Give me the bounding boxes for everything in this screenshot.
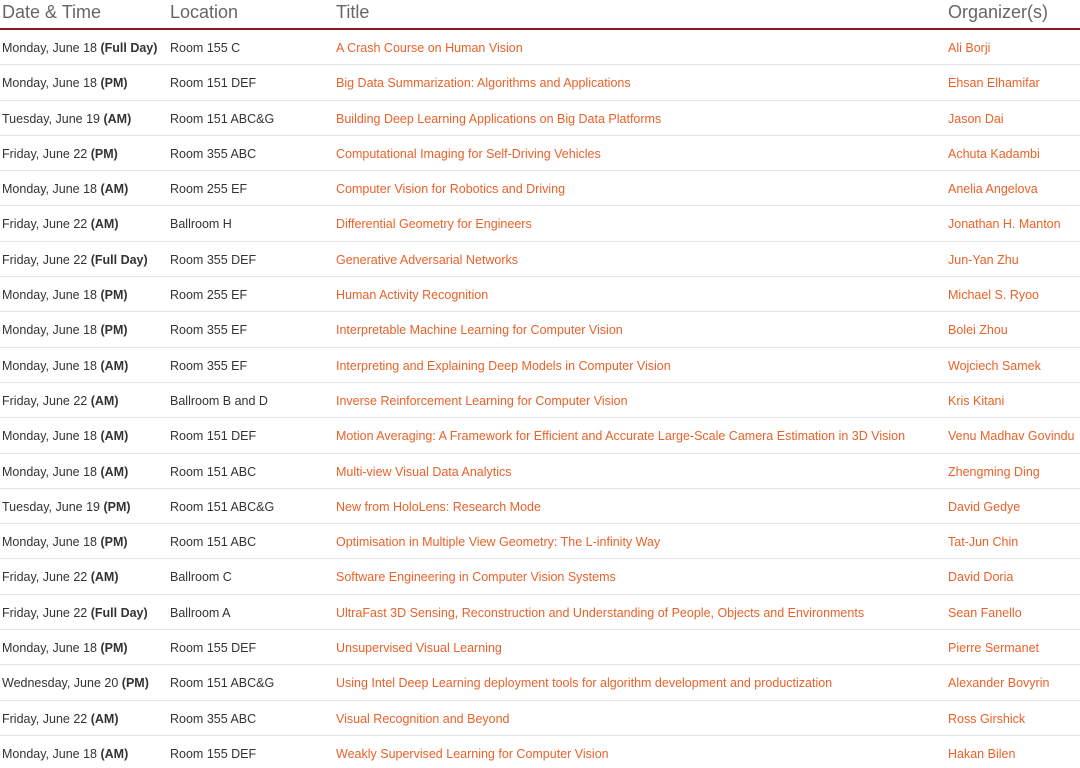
table-row bbox=[0, 559, 1080, 594]
cell-location: Ballroom C bbox=[170, 570, 232, 585]
cell-location: Room 255 EF bbox=[170, 288, 248, 303]
tutorial-title-link[interactable]: Using Intel Deep Learning deployment tools for algorithm development and productization bbox=[336, 676, 833, 691]
table-row bbox=[0, 630, 1080, 665]
tutorial-title-link[interactable]: Motion Averaging: A Framework for Efficient and Accurate Large-Scale Camera Estimation in 3D Vision bbox=[336, 429, 906, 444]
organizer-link[interactable]: Ross Girshick bbox=[948, 711, 1026, 726]
table-row bbox=[0, 489, 1080, 524]
tutorial-title-link[interactable]: Human Activity Recognition bbox=[336, 288, 489, 303]
table-row bbox=[0, 418, 1080, 453]
cell-location: Room 151 ABC&G bbox=[170, 499, 275, 514]
cell-session: (Full Day) bbox=[100, 41, 158, 55]
table-row bbox=[0, 701, 1080, 736]
table-row bbox=[0, 312, 1080, 347]
cell-session: (AM) bbox=[90, 217, 119, 232]
cell-session: (PM) bbox=[121, 676, 149, 691]
cell-day: Monday, June 18 bbox=[2, 358, 97, 373]
tutorial-title-link[interactable]: Weakly Supervised Learning for Computer Vision bbox=[336, 746, 609, 761]
cell-day: Friday, June 22 bbox=[2, 605, 88, 620]
cell-date-time bbox=[2, 428, 128, 444]
table-row bbox=[0, 101, 1080, 136]
organizer-link[interactable]: Ehsan Elhamifar bbox=[948, 76, 1040, 91]
cell-date-time bbox=[2, 358, 128, 374]
cell-session: (PM) bbox=[100, 323, 128, 338]
cell-date-time bbox=[2, 181, 128, 197]
cell-session: (AM) bbox=[100, 429, 129, 444]
cell-day: Friday, June 22 bbox=[2, 252, 88, 267]
cell-date-time bbox=[2, 75, 128, 91]
organizer-link[interactable]: Anelia Angelova bbox=[948, 182, 1038, 197]
tutorial-title-link[interactable]: Building Deep Learning Applications on Big Data Platforms bbox=[336, 111, 662, 126]
tutorial-title-link[interactable]: Generative Adversarial Networks bbox=[336, 252, 519, 267]
table-row bbox=[0, 454, 1080, 489]
cell-location: Room 155 DEF bbox=[170, 641, 257, 656]
tutorial-title-link[interactable]: Software Engineering in Computer Vision Systems bbox=[336, 570, 616, 585]
organizer-link[interactable]: Venu Madhav Govindu bbox=[948, 429, 1075, 444]
cell-location: Room 355 DEF bbox=[170, 252, 257, 267]
cell-date-time bbox=[2, 605, 148, 621]
cell-date-time bbox=[2, 111, 131, 127]
tutorial-title-link[interactable]: Inverse Reinforcement Learning for Computer Vision bbox=[336, 393, 628, 408]
table-row bbox=[0, 171, 1080, 206]
cell-location: Room 151 ABC bbox=[170, 464, 257, 479]
cell-day: Friday, June 22 bbox=[2, 711, 88, 726]
cell-date-time bbox=[2, 146, 118, 162]
cell-day: Wednesday, June 20 bbox=[2, 676, 119, 691]
tutorial-title-link[interactable]: UltraFast 3D Sensing, Reconstruction and Understanding of People, Objects and Environments bbox=[336, 605, 865, 620]
cell-day: Monday, June 18 bbox=[2, 182, 97, 197]
organizer-link[interactable]: Jason Dai bbox=[948, 111, 1004, 126]
table-row bbox=[0, 595, 1080, 630]
cell-location: Room 151 ABC bbox=[170, 535, 257, 550]
cell-day: Friday, June 22 bbox=[2, 217, 88, 232]
table-row bbox=[0, 242, 1080, 277]
organizer-link[interactable]: Achuta Kadambi bbox=[948, 146, 1040, 161]
table-row bbox=[0, 665, 1080, 700]
cell-location: Room 151 DEF bbox=[170, 76, 257, 91]
cell-location: Room 155 C bbox=[170, 41, 241, 55]
cell-session: (AM) bbox=[90, 711, 119, 726]
cell-date-time bbox=[2, 252, 148, 268]
tutorial-title-link[interactable]: Multi-view Visual Data Analytics bbox=[336, 464, 512, 479]
cell-location: Room 151 ABC&G bbox=[170, 676, 275, 691]
cell-session: (PM) bbox=[90, 146, 118, 161]
cell-day: Monday, June 18 bbox=[2, 464, 97, 479]
cell-date-time bbox=[2, 322, 128, 338]
header-date-time: Date & Time bbox=[2, 2, 102, 22]
tutorial-title-link[interactable]: Big Data Summarization: Algorithms and Applications bbox=[336, 76, 631, 91]
cell-location: Room 355 ABC bbox=[170, 146, 257, 161]
cell-day: Monday, June 18 bbox=[2, 323, 97, 338]
cell-date-time bbox=[2, 640, 128, 656]
organizer-link[interactable]: Hakan Bilen bbox=[948, 746, 1016, 761]
cell-date-time bbox=[2, 675, 149, 691]
cell-session: (PM) bbox=[100, 535, 128, 550]
table-header bbox=[0, 0, 1080, 30]
organizer-link[interactable]: Kris Kitani bbox=[948, 393, 1005, 408]
cell-date-time bbox=[2, 746, 128, 762]
cell-location: Room 355 EF bbox=[170, 358, 248, 373]
cell-location: Ballroom H bbox=[170, 217, 232, 232]
organizer-link[interactable]: Michael S. Ryoo bbox=[948, 288, 1040, 303]
table-row bbox=[0, 65, 1080, 100]
tutorial-title-link[interactable]: Interpreting and Explaining Deep Models in Computer Vision bbox=[336, 358, 671, 373]
cell-location: Ballroom A bbox=[170, 605, 231, 620]
cell-session: (PM) bbox=[100, 641, 128, 656]
cell-day: Friday, June 22 bbox=[2, 146, 88, 161]
cell-session: (PM) bbox=[103, 499, 131, 514]
cell-day: Monday, June 18 bbox=[2, 288, 97, 303]
cell-date-time bbox=[2, 464, 128, 480]
cell-session: (AM) bbox=[100, 464, 129, 479]
organizer-link[interactable]: Zhengming Ding bbox=[948, 464, 1040, 479]
header-location: Location bbox=[170, 2, 239, 22]
organizer-link[interactable]: Bolei Zhou bbox=[948, 323, 1008, 338]
organizer-link[interactable]: Jun-Yan Zhu bbox=[948, 252, 1019, 267]
cell-session: (AM) bbox=[90, 570, 119, 585]
table-row bbox=[0, 277, 1080, 312]
cell-session: (AM) bbox=[100, 746, 129, 761]
table-row bbox=[0, 348, 1080, 383]
cell-day: Monday, June 18 bbox=[2, 535, 97, 550]
cell-location: Room 355 EF bbox=[170, 323, 248, 338]
cell-day: Monday, June 18 bbox=[2, 429, 97, 444]
organizer-link[interactable]: Tat-Jun Chin bbox=[948, 535, 1019, 550]
table-row bbox=[0, 136, 1080, 171]
cell-location: Room 355 ABC bbox=[170, 711, 257, 726]
organizer-link[interactable]: Ali Borji bbox=[948, 41, 991, 55]
tutorial-title-link[interactable]: New from HoloLens: Research Mode bbox=[336, 499, 541, 514]
header-title: Title bbox=[336, 2, 370, 22]
organizer-link[interactable]: Pierre Sermanet bbox=[948, 641, 1040, 656]
cell-date-time bbox=[2, 569, 118, 585]
tutorial-title-link[interactable]: Differential Geometry for Engineers bbox=[336, 217, 532, 232]
cell-session: (AM) bbox=[103, 111, 132, 126]
cell-session: (AM) bbox=[90, 393, 119, 408]
tutorial-title-link[interactable]: Interpretable Machine Learning for Computer Vision bbox=[336, 323, 623, 338]
cell-day: Monday, June 18 bbox=[2, 641, 97, 656]
organizer-link[interactable]: David Doria bbox=[948, 570, 1014, 585]
tutorial-title-link[interactable]: Computational Imaging for Self-Driving Vehicles bbox=[336, 146, 601, 161]
cell-session: (Full Day) bbox=[90, 605, 148, 620]
cell-session: (PM) bbox=[100, 288, 128, 303]
cell-date-time bbox=[2, 40, 157, 56]
cell-day: Monday, June 18 bbox=[2, 76, 97, 91]
cell-day: Friday, June 22 bbox=[2, 570, 88, 585]
table-row bbox=[0, 524, 1080, 559]
cell-day: Monday, June 18 bbox=[2, 746, 97, 761]
cell-session: (PM) bbox=[100, 76, 128, 91]
cell-date-time bbox=[2, 287, 128, 303]
cell-date-time bbox=[2, 499, 131, 515]
table-body bbox=[0, 30, 1080, 768]
cell-location: Room 155 DEF bbox=[170, 746, 257, 761]
cell-day: Tuesday, June 19 bbox=[2, 499, 100, 514]
cell-location: Room 151 ABC&G bbox=[170, 111, 275, 126]
cell-location: Ballroom B and D bbox=[170, 393, 268, 408]
cell-location: Room 151 DEF bbox=[170, 429, 257, 444]
table-row bbox=[0, 30, 1080, 65]
organizer-link[interactable]: Jonathan H. Manton bbox=[948, 217, 1061, 232]
cell-session: (AM) bbox=[100, 358, 129, 373]
table-row bbox=[0, 383, 1080, 418]
cell-date-time bbox=[2, 534, 128, 550]
table-row bbox=[0, 206, 1080, 241]
organizer-link[interactable]: Wojciech Samek bbox=[948, 358, 1041, 373]
cell-session: (Full Day) bbox=[90, 252, 148, 267]
cell-date-time bbox=[2, 216, 118, 232]
cell-day: Friday, June 22 bbox=[2, 393, 88, 408]
tutorial-title-link[interactable]: Visual Recognition and Beyond bbox=[336, 711, 510, 726]
cell-location: Room 255 EF bbox=[170, 182, 248, 197]
organizer-link[interactable]: David Gedye bbox=[948, 499, 1021, 514]
tutorial-title-link[interactable]: A Crash Course on Human Vision bbox=[336, 41, 523, 55]
table-row bbox=[0, 736, 1080, 768]
cell-day: Monday, June 18 bbox=[2, 41, 97, 55]
cell-date-time bbox=[2, 393, 118, 409]
header-organizers: Organizer(s) bbox=[948, 2, 1049, 22]
cell-date-time bbox=[2, 711, 118, 727]
tutorial-title-link[interactable]: Unsupervised Visual Learning bbox=[336, 641, 502, 656]
cell-day: Tuesday, June 19 bbox=[2, 111, 100, 126]
cell-session: (AM) bbox=[100, 182, 129, 197]
organizer-link[interactable]: Alexander Bovyrin bbox=[948, 676, 1050, 691]
tutorial-title-link[interactable]: Optimisation in Multiple View Geometry: The L-infinity Way bbox=[336, 535, 661, 550]
tutorial-title-link[interactable]: Computer Vision for Robotics and Driving bbox=[336, 182, 566, 197]
organizer-link[interactable]: Sean Fanello bbox=[948, 605, 1022, 620]
